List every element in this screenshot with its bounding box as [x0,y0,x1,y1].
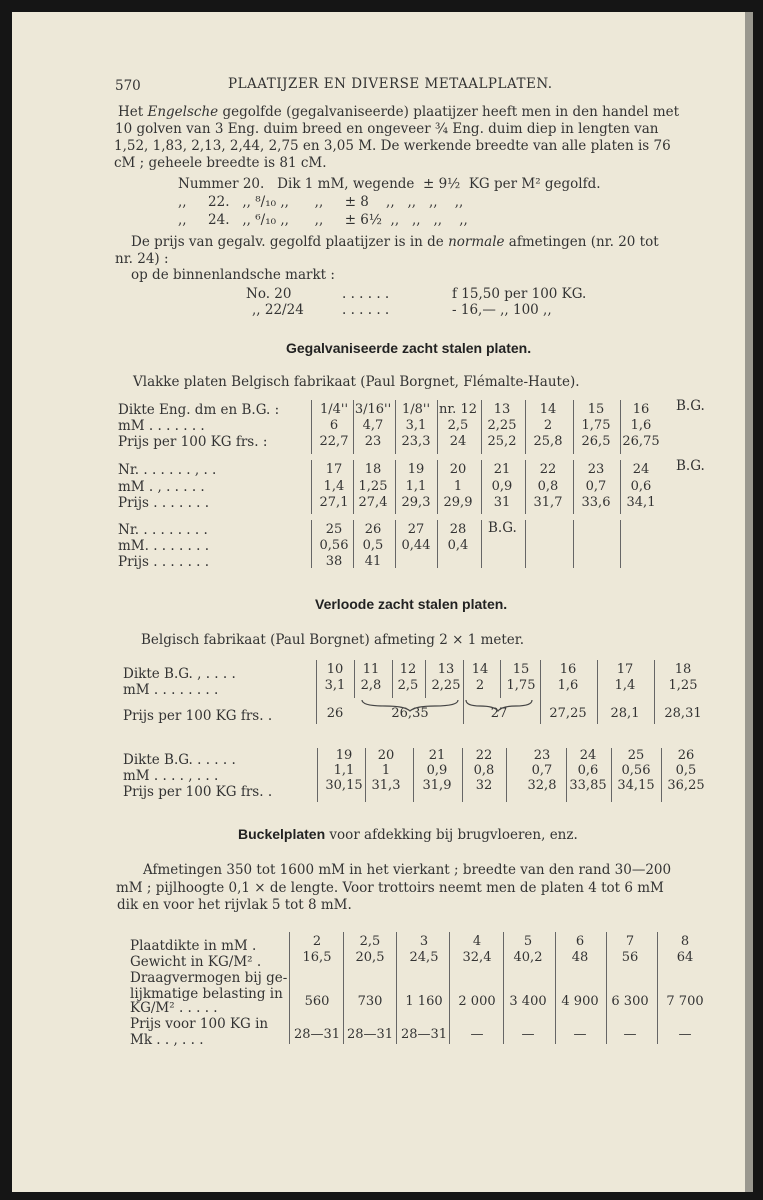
table-cell: — [573,1027,587,1042]
table-cell: 23 [587,462,605,477]
table-cell: 1/8'' [401,402,431,417]
intro-line-2: 10 golven van 3 Eng. duim breed en ongeveer ¾ Eng. duim diep in lengten van [115,121,659,137]
brace-14-15 [466,700,532,711]
table-cell: 25,2 [487,434,517,449]
row-label: Prijs . . . . . . . [118,554,210,570]
prijs-cell: 26 [326,706,344,721]
row-label: Gewicht in KG/M² . [130,954,262,970]
column-rule [343,932,344,1044]
table-cell: 1,6 [630,418,652,433]
table-cell: 23,3 [401,434,431,449]
row-label: Draagvermogen bij ge- [130,970,288,986]
table-cell: 27 [407,522,425,537]
price-row-no: ,, 22/24 [252,302,304,318]
table-cell: 56 [621,950,639,965]
weight-line-3: ,, 24. ,, ⁶/₁₀ ,, ,, ± 6½ ,, ,, ,, ,, [178,212,468,228]
table-cell: 25 [325,522,343,537]
section-title: Verloode zacht stalen platen. [315,596,508,612]
table-cell: 3/16'' [354,402,392,417]
row-label: Prijs . . . . . . . [118,495,210,511]
table-cell: 24 [579,748,597,763]
table-cell: 33,6 [581,495,611,510]
column-rule [657,932,658,1044]
row-label: Mk . . , . . . [130,1032,204,1048]
table-cell: 25,8 [533,434,563,449]
table-cell: 3 400 [509,994,547,1009]
table-cell: 4 900 [561,994,599,1009]
table-cell: 26,5 [581,434,611,449]
row-label: Nr. . . . . . . , . . [118,462,217,478]
dikte-cell: 14 [471,662,489,677]
section-subtitle: Belgisch fabrikaat (Paul Borgnet) afmeting 2 × 1 meter. [141,632,525,648]
table-cell: 32,8 [527,778,557,793]
table-cell: 13 [493,402,511,417]
table-cell: 1 [453,479,463,494]
table-cell: 0,56 [621,763,651,778]
table-cell: 0,4 [447,538,469,553]
table-cell: 6 [575,934,585,949]
table-cell: 0,5 [362,538,384,553]
table-cell: 2,5 [359,934,381,949]
table-cell: 21 [493,462,511,477]
row-label: Prijs per 100 KG frs. : [118,434,268,450]
table-cell: 0,44 [401,538,431,553]
brace-11-13 [362,700,458,711]
table-cell: 24 [449,434,467,449]
table-cell: 2 000 [458,994,496,1009]
table-cell: 19 [407,462,425,477]
dikte-cell: 16 [559,662,577,677]
price-row-value: - 16,— ,, 100 ,, [452,302,552,318]
row-label: Prijs per 100 KG frs. . [123,708,273,724]
intro-line-4: cM ; geheele breedte is 81 cM. [114,155,327,171]
table-cell: 0,5 [675,763,697,778]
table-cell: 21 [428,748,446,763]
table-cell: 25 [627,748,645,763]
table-cell: 2,25 [487,418,517,433]
table-cell: 34,15 [617,778,655,793]
table-cell: 20 [449,462,467,477]
prijs-cell: 27 [490,706,508,721]
bg-note: B.G. [488,520,517,536]
table-cell: 0,7 [531,763,553,778]
section-title: Gegalvaniseerde zacht stalen platen. [286,340,532,356]
column-rule [289,932,290,1044]
weight-line-2: ,, 22. ,, ⁸/₁₀ ,, ,, ± 8 ,, ,, ,, ,, [178,194,464,210]
row-label: lijkmatige belasting in [130,986,283,1002]
price-line-1: De prijs van gegalv. gegolfd plaatijzer is in de normale afmetingen (nr. 20 tot [131,234,659,250]
column-rule [606,932,607,1044]
table-cell: 23 [533,748,551,763]
intro-line-3: 1,52, 1,83, 2,13, 2,44, 2,75 en 3,05 M. De werkende breedte van alle platen is 76 [114,138,671,154]
table-cell: 2 [312,934,322,949]
row-label: Dikte Eng. dm en B.G. : [118,402,280,418]
bg-note: B.G. [676,458,705,474]
table-cell: 32 [475,778,493,793]
column-rule [396,932,397,1044]
table-cell: 31 [493,495,511,510]
table-cell: 32,4 [462,950,492,965]
table-cell: 1,1 [405,479,427,494]
table-cell: 31,3 [371,778,401,793]
price-line-3: op de binnenlandsche markt : [131,267,335,283]
row-label: mM . . . . . . . . [123,682,219,698]
table-cell: 28—31 [400,1027,448,1042]
table-cell: 0,6 [577,763,599,778]
table-cell: 19 [335,748,353,763]
table-cell: 5 [523,934,533,949]
table-cell: 27,1 [319,495,349,510]
table-cell: 560 [304,994,330,1009]
row-label: Dikte B.G. , . . . . [123,666,236,682]
table-cell: 18 [364,462,382,477]
table-cell: 36,25 [667,778,705,793]
prijs-cell: 27,25 [549,706,587,721]
dikte-cell: 12 [399,662,417,677]
mm-cell: 1,6 [557,678,579,693]
table-cell: 3 [419,934,429,949]
mm-cell: 1,75 [506,678,536,693]
page-number: 570 [115,78,141,94]
price-row-dots: . . . . . . [342,286,390,302]
table-cell: 15 [587,402,605,417]
row-label: Prijs per 100 KG frs. . [123,784,273,800]
mm-cell: 1,25 [668,678,698,693]
para-line-3: dik en voor het rijvlak 5 tot 8 mM. [117,897,352,913]
row-label: Plaatdikte in mM . [130,938,257,954]
table-cell: 1,75 [581,418,611,433]
table-cell: 14 [539,402,557,417]
row-label: Prijs voor 100 KG in [130,1016,269,1032]
table-cell: 41 [364,554,382,569]
table-cell: 33,85 [569,778,607,793]
table-cell: 1,25 [358,479,388,494]
mm-cell: 3,1 [324,678,346,693]
column-rule [555,932,556,1044]
table-cell: 26 [364,522,382,537]
para-line-1: Afmetingen 350 tot 1600 mM in het vierkant ; breedte van den rand 30—200 [143,862,672,878]
table-cell: 27,4 [358,495,388,510]
dikte-cell: 15 [512,662,530,677]
mm-cell: 2,8 [360,678,382,693]
row-label: KG/M² . . . . . [130,1000,218,1016]
table-cell: 24,5 [409,950,439,965]
table-cell: 0,6 [630,479,652,494]
weight-line-1: Nummer 20. Dik 1 mM, wegende ± 9½ KG per M² gegolfd. [178,176,601,192]
table-cell: 31,7 [533,495,563,510]
table-cell: — [521,1027,535,1042]
mm-cell: 1,4 [614,678,636,693]
table-cell: 20 [377,748,395,763]
table-cell: 2 [543,418,553,433]
table-cell: 30,15 [325,778,363,793]
table-cell: — [678,1027,692,1042]
table-cell: 28—31 [293,1027,341,1042]
table-cell: 38 [325,554,343,569]
para-line-2: mM ; pijlhoogte 0,1 × de lengte. Voor trottoirs neemt men de platen 4 tot 6 mM [116,880,664,896]
row-label: mM . . . . . . . [118,418,205,434]
section-subtitle: Vlakke platen Belgisch fabrikaat (Paul Borgnet, Flémalte-Haute). [133,374,580,390]
table-cell: 16 [632,402,650,417]
table-cell: 0,8 [537,479,559,494]
table-cell: 16,5 [302,950,332,965]
table-cell: 7 [625,934,635,949]
section-title: Buckelplaten [238,826,326,842]
table-cell: 48 [571,950,589,965]
column-rule [503,932,504,1044]
table-cell: 22 [475,748,493,763]
table-cell: 1 160 [405,994,443,1009]
table-cell: 0,56 [319,538,349,553]
table-cell: 22 [539,462,557,477]
prijs-cell: 28,1 [610,706,640,721]
price-row-value: f 15,50 per 100 KG. [452,286,587,302]
table-cell: 3,1 [405,418,427,433]
table-cell: 8 [680,934,690,949]
table-cell: 0,8 [473,763,495,778]
column-rule [449,932,450,1044]
row-label: mM . . . . , . . . [123,768,219,784]
table-cell: 0,9 [491,479,513,494]
table-cell: — [470,1027,484,1042]
table-cell: 17 [325,462,343,477]
row-label: Dikte B.G. . . . . . [123,752,236,768]
table-cell: 29,3 [401,495,431,510]
table-cell: 0,7 [585,479,607,494]
prijs-cell: 26,35 [391,706,429,721]
table-cell: 2,5 [447,418,469,433]
table-cell: 1,4 [323,479,345,494]
table-cell: 1 [381,763,391,778]
table-cell: 40,2 [513,950,543,965]
table-cell: 23 [364,434,382,449]
table-cell: 31,9 [422,778,452,793]
table-cell: — [623,1027,637,1042]
table-cell: 7 700 [666,994,704,1009]
mm-cell: 2 [475,678,485,693]
running-title: PLAATIJZER EN DIVERSE METAALPLATEN. [228,76,553,92]
table-cell: 29,9 [443,495,473,510]
table-cell: 28—31 [346,1027,394,1042]
table-cell: 22,7 [319,434,349,449]
section3-heading: Buckelplaten voor afdekking bij brugvloeren, enz. [238,826,578,843]
table-cell: 26,75 [622,434,660,449]
dikte-cell: 10 [326,662,344,677]
table-cell: 24 [632,462,650,477]
table-cell: 28 [449,522,467,537]
table-cell: nr. 12 [439,402,477,417]
table-cell: 4,7 [362,418,384,433]
price-row-no: No. 20 [246,286,292,302]
mm-cell: 2,5 [397,678,419,693]
dikte-cell: 18 [674,662,692,677]
table-cell: 4 [472,934,482,949]
row-label: mM. . . . . . . . [118,538,209,554]
table-cell: 0,9 [426,763,448,778]
dikte-cell: 11 [362,662,380,677]
table-cell: 6 [329,418,339,433]
intro-line-1: Het Engelsche gegolfde (gegalvaniseerde) plaatijzer heeft men in den handel met [118,104,680,120]
row-label: mM . , . . . . . [118,479,205,495]
table-cell: 6 300 [611,994,649,1009]
price-row-dots: . . . . . . [342,302,390,318]
table-cell: 26 [677,748,695,763]
dikte-cell: 17 [616,662,634,677]
table-cell: 1/4'' [319,402,349,417]
table-cell: 64 [676,950,694,965]
row-label: Nr. . . . . . . . . [118,522,208,538]
mm-cell: 2,25 [431,678,461,693]
table-cell: 730 [357,994,383,1009]
table-cell: 34,1 [626,495,656,510]
table-cell: 20,5 [355,950,385,965]
table-cell: 1,1 [333,763,355,778]
prijs-cell: 28,31 [664,706,702,721]
price-line-2: nr. 24) : [115,251,169,267]
dikte-cell: 13 [437,662,455,677]
bg-note: B.G. [676,398,705,414]
